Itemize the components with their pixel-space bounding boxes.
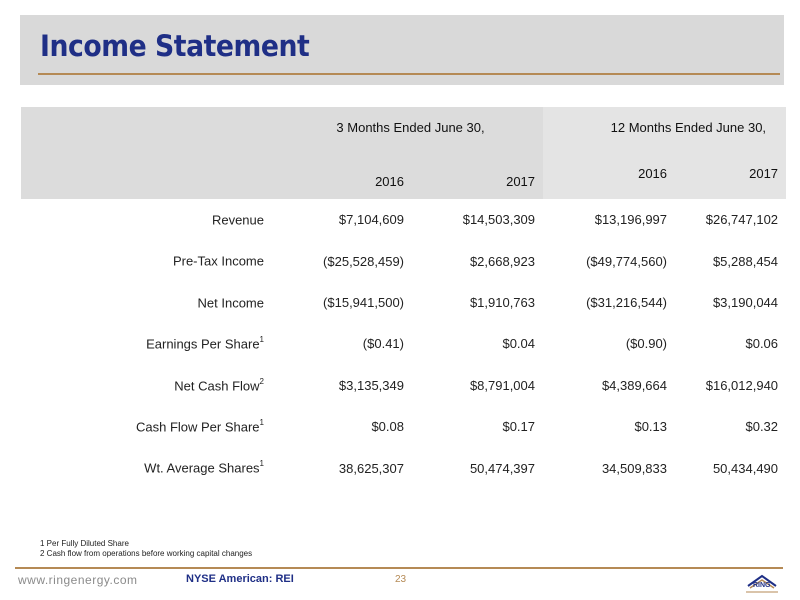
table-cell: $0.17 [502, 419, 536, 435]
year-header: 2017 [675, 147, 786, 199]
header-empty-cell [21, 107, 278, 199]
table-cell: 50,434,490 [712, 460, 779, 476]
table-cell: ($25,528,459) [323, 253, 404, 269]
group-header-3-months: 3 Months Ended June 30, [278, 107, 543, 147]
table-cell: $0.04 [502, 336, 536, 352]
table-cell: $1,910,763 [469, 294, 536, 310]
footer-divider [15, 567, 783, 569]
table-row [21, 240, 786, 281]
table-cell: ($0.41) [362, 336, 404, 352]
table-cell: ($49,774,560) [586, 253, 668, 269]
table-cell: $3,135,349 [338, 377, 404, 393]
footer-website-link[interactable]: www.ringenergy.com [18, 573, 138, 587]
table-cell: 50,474,397 [469, 460, 536, 476]
table-cell: $0.32 [745, 419, 779, 435]
title-underline [38, 73, 780, 75]
table-cell: $8,791,004 [469, 377, 536, 393]
table-cell: 34,509,833 [601, 460, 668, 476]
table-cell: $4,389,664 [601, 377, 668, 393]
table-row [21, 282, 786, 323]
table-row [21, 406, 786, 447]
footnotes [40, 539, 252, 559]
row-label: Cash Flow Per Share$^1$ [135, 417, 264, 435]
row-label: Earnings Per Share$^1$ [146, 335, 264, 352]
group-header-12-months: 12 Months Ended June 30, [543, 107, 786, 147]
footnote: 2 Cash flow from operations before working capital changes [40, 549, 253, 558]
table-row [21, 447, 786, 488]
row-label: Net Cash Flow$^2$ [174, 376, 264, 393]
row-label: Wt. Average Shares$^1$ [144, 459, 264, 476]
table-cell: 38,625,307 [338, 460, 404, 476]
title-band [20, 15, 784, 85]
income-statement-table [21, 107, 786, 489]
table-row [21, 323, 786, 364]
table-cell: $0.06 [745, 336, 779, 352]
table-cell: ($15,941,500) [323, 294, 404, 310]
table-cell: ($31,216,544) [586, 294, 668, 310]
table-cell: ($0.90) [625, 336, 668, 352]
logo-wordmark: RING [753, 582, 771, 589]
income-statement-table-container [21, 107, 786, 489]
year-header: 2016 [543, 147, 675, 199]
row-label: Pre-Tax Income [172, 253, 264, 269]
table-cell: $26,747,102 [705, 212, 779, 228]
table-row [21, 365, 786, 406]
footnote: 1 Per Fully Diluted Share [40, 539, 129, 548]
year-header: 2016 [278, 147, 412, 199]
table-cell: $13,196,997 [594, 212, 668, 228]
page-title: Income Statement [40, 29, 310, 63]
table-cell: $7,104,609 [338, 212, 404, 228]
table-cell: $14,503,309 [462, 212, 536, 228]
footer-ticker: NYSE American: REI [186, 573, 294, 585]
table-row [21, 199, 786, 240]
table-cell: $5,288,454 [712, 253, 779, 269]
row-label: Revenue [211, 212, 264, 228]
table-cell: $3,190,044 [712, 294, 779, 310]
year-header: 2017 [412, 147, 543, 199]
page-number: 23 [395, 574, 407, 585]
table-cell: $16,012,940 [705, 377, 779, 393]
table-cell: $2,668,923 [469, 253, 536, 269]
table-cell: $0.08 [371, 419, 404, 435]
table-cell: $0.13 [634, 419, 668, 435]
row-label: Net Income [197, 295, 264, 311]
